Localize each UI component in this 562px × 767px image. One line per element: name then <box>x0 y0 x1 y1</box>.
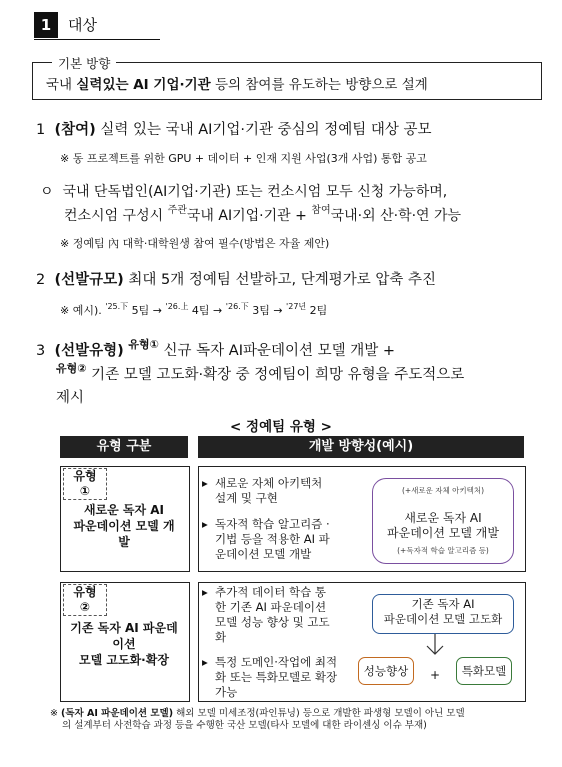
row1-tag <box>63 468 107 500</box>
item1-head: (참여) <box>54 122 96 138</box>
table-header-type: 유형 구분 <box>60 436 188 458</box>
circle-mark: ㅇ <box>40 184 54 200</box>
item2-line <box>36 268 436 289</box>
performance-box: 성능향상 <box>358 657 414 685</box>
row1-bullet-1: ▸ <box>202 476 208 490</box>
row1-card-main-1: 새로운 독자 AI <box>404 511 482 525</box>
circle-line2-a: 컨소시엄 구성시 <box>64 208 168 224</box>
item3-line1 <box>36 339 395 360</box>
item2-s2: '26.上 <box>165 302 189 311</box>
row1-b2-l1: 독자적 학습 알고리즘 · <box>215 517 330 531</box>
item2-s4: '27년 <box>286 302 307 311</box>
row1-tag-1: 유형 <box>73 469 97 483</box>
row1-b1-l1: 새로운 자체 아키텍처 <box>215 476 323 490</box>
row2-b2-l3: 가능 <box>215 685 238 699</box>
table-header-direction: 개발 방향성(예시) <box>198 436 524 458</box>
row2-bullet-2-text <box>215 655 365 700</box>
row2-tag-2: ② <box>79 600 91 614</box>
item1-text: 실력 있는 국내 AI기업·기관 중심의 정예팀 대상 공모 <box>95 122 432 138</box>
row2-card-main-2: 파운데이션 모델 고도화 <box>383 612 503 626</box>
basic-text-pre: 국내 <box>46 77 77 93</box>
row1-b2-l3: 운데이션 모델 개발 <box>215 547 312 561</box>
basic-text-bold: 실력있는 AI 기업·기관 <box>76 77 211 93</box>
item2-s1: '25.下 <box>105 302 129 311</box>
row1-title-1: 새로운 독자 AI <box>83 503 165 517</box>
section-underline <box>34 39 160 40</box>
row2-title-3: 모델 고도화·확장 <box>79 653 169 667</box>
row1-title-2: 파운데이션 모델 개 <box>73 519 175 533</box>
row2-bullet-2: ▸ <box>202 655 208 669</box>
basic-direction-text <box>46 73 428 93</box>
circle-line1 <box>40 181 447 201</box>
item2-note-a: ※ 예시). <box>60 304 106 317</box>
item1-note: ※ 동 프로젝트를 위한 GPU + 데이터 + 인재 지원 사업(3개 사업) 통합 공고 <box>60 152 427 165</box>
row1-b1-l2: 설계 및 구현 <box>215 491 278 505</box>
circle-line2-b: 국내 AI기업·기관 + <box>186 208 312 224</box>
item3-type1-sup: 유형① <box>128 338 159 351</box>
row2-card <box>372 594 514 634</box>
item2-t3: 3팀 → <box>248 304 287 317</box>
row1-b2-l2: 기법 등을 적용한 AI 파 <box>215 532 330 546</box>
item2-s3: '26.下 <box>225 302 249 311</box>
section-number: 1 <box>34 12 58 38</box>
item2-t1: 5팀 → <box>128 304 166 317</box>
row1-card <box>372 478 514 564</box>
plus-sign: + <box>430 668 441 682</box>
footnote-line2: 의 설계부터 사전학습 과정 등을 수행한 국산 모델(타사 모델에 대한 라이센싱 이슈 부재) <box>62 720 427 731</box>
row1-title <box>60 502 188 550</box>
row2-tag <box>63 584 107 616</box>
item1-num: 1 <box>36 122 46 138</box>
row2-b1-l3: 모델 성능 향상 및 고도 <box>215 615 330 629</box>
row2-bullet-1-text <box>215 585 365 645</box>
circle-sup1: 주관 <box>167 205 187 216</box>
footnote-mark: ※ <box>50 708 61 719</box>
item3-head: (선발유형) <box>54 343 124 359</box>
item2-num: 2 <box>36 272 46 288</box>
row2-b1-l2: 한 기존 AI 파운데이션 <box>215 600 327 614</box>
item2-head: (선발규모) <box>54 272 124 288</box>
item3-line3: 제시 <box>56 390 85 406</box>
item3-line2 <box>56 363 464 384</box>
item3-num: 3 <box>36 343 46 359</box>
item3-type2-sup: 유형② <box>56 362 87 375</box>
item3-type1-text: 신규 독자 AI파운데이션 모델 개발 + <box>158 343 396 359</box>
item2-note <box>60 302 327 318</box>
item2-t2: 4팀 → <box>188 304 226 317</box>
row1-title-3: 발 <box>118 535 130 549</box>
row1-bullet-2-text <box>215 517 365 562</box>
table-caption: < 정예팀 유형 > <box>230 419 332 435</box>
row2-b2-l2: 화 또는 특화모델로 확장 <box>215 670 338 684</box>
row2-title-1: 기존 독자 AI 파운데 <box>70 621 178 635</box>
row2-bullet-1: ▸ <box>202 585 208 599</box>
row1-card-top: (+새로운 자체 아키텍처) <box>401 486 485 495</box>
row2-title-2: 이션 <box>112 637 136 651</box>
footnote-bold: (독자 AI 파운데이션 모델) <box>60 708 174 719</box>
row1-tag-2: ① <box>79 484 91 498</box>
item2-t4: 2팀 <box>306 304 328 317</box>
item1-line <box>36 118 432 139</box>
row1-bullet-1-text <box>215 476 365 506</box>
circle-note: ※ 정예팀 內 대학·대학원생 참여 필수(방법은 자율 제안) <box>60 237 330 250</box>
row1-card-main-2: 파운데이션 모델 개발 <box>387 526 499 540</box>
section-title: 대상 <box>68 16 97 34</box>
specialized-box: 특화모델 <box>456 657 512 685</box>
circle-line2-c: 국내·외 산·학·연 가능 <box>330 208 462 224</box>
row2-title <box>60 620 188 668</box>
row2-card-main-1: 기존 독자 AI <box>411 597 475 611</box>
circle-line2 <box>64 205 461 225</box>
basic-direction-label: 기본 방향 <box>52 54 116 72</box>
row1-bullet-2: ▸ <box>202 517 208 531</box>
row2-b1-l1: 추가적 데이터 학습 통 <box>215 585 326 599</box>
row1-card-bottom: (+독자적 학습 알고리즘 등) <box>397 546 489 555</box>
basic-text-post: 등의 참여를 유도하는 방향으로 설계 <box>210 77 428 93</box>
split-arrow-icon <box>420 632 450 660</box>
row1-card-main <box>373 511 513 541</box>
item3-type2-text: 기존 모델 고도화·확장 중 정예팀이 희망 유형을 주도적으로 <box>86 367 465 383</box>
row2-tag-1: 유형 <box>73 585 97 599</box>
footnote-text: 해외 모델 미세조정(파인튜닝) 등으로 개발한 파생형 모델이 아닌 모델 <box>173 708 465 719</box>
circle-sup2: 참여 <box>311 205 331 216</box>
item2-text: 최대 5개 정예팀 선발하고, 단계평가로 압축 추진 <box>123 272 436 288</box>
row2-b1-l4: 화 <box>215 630 227 644</box>
circle-line1-text: 국내 단독법인(AI기업·기관) 또는 컨소시엄 모두 신청 가능하며, <box>62 184 448 200</box>
row2-b2-l1: 특정 도메인·작업에 최적 <box>215 655 338 669</box>
